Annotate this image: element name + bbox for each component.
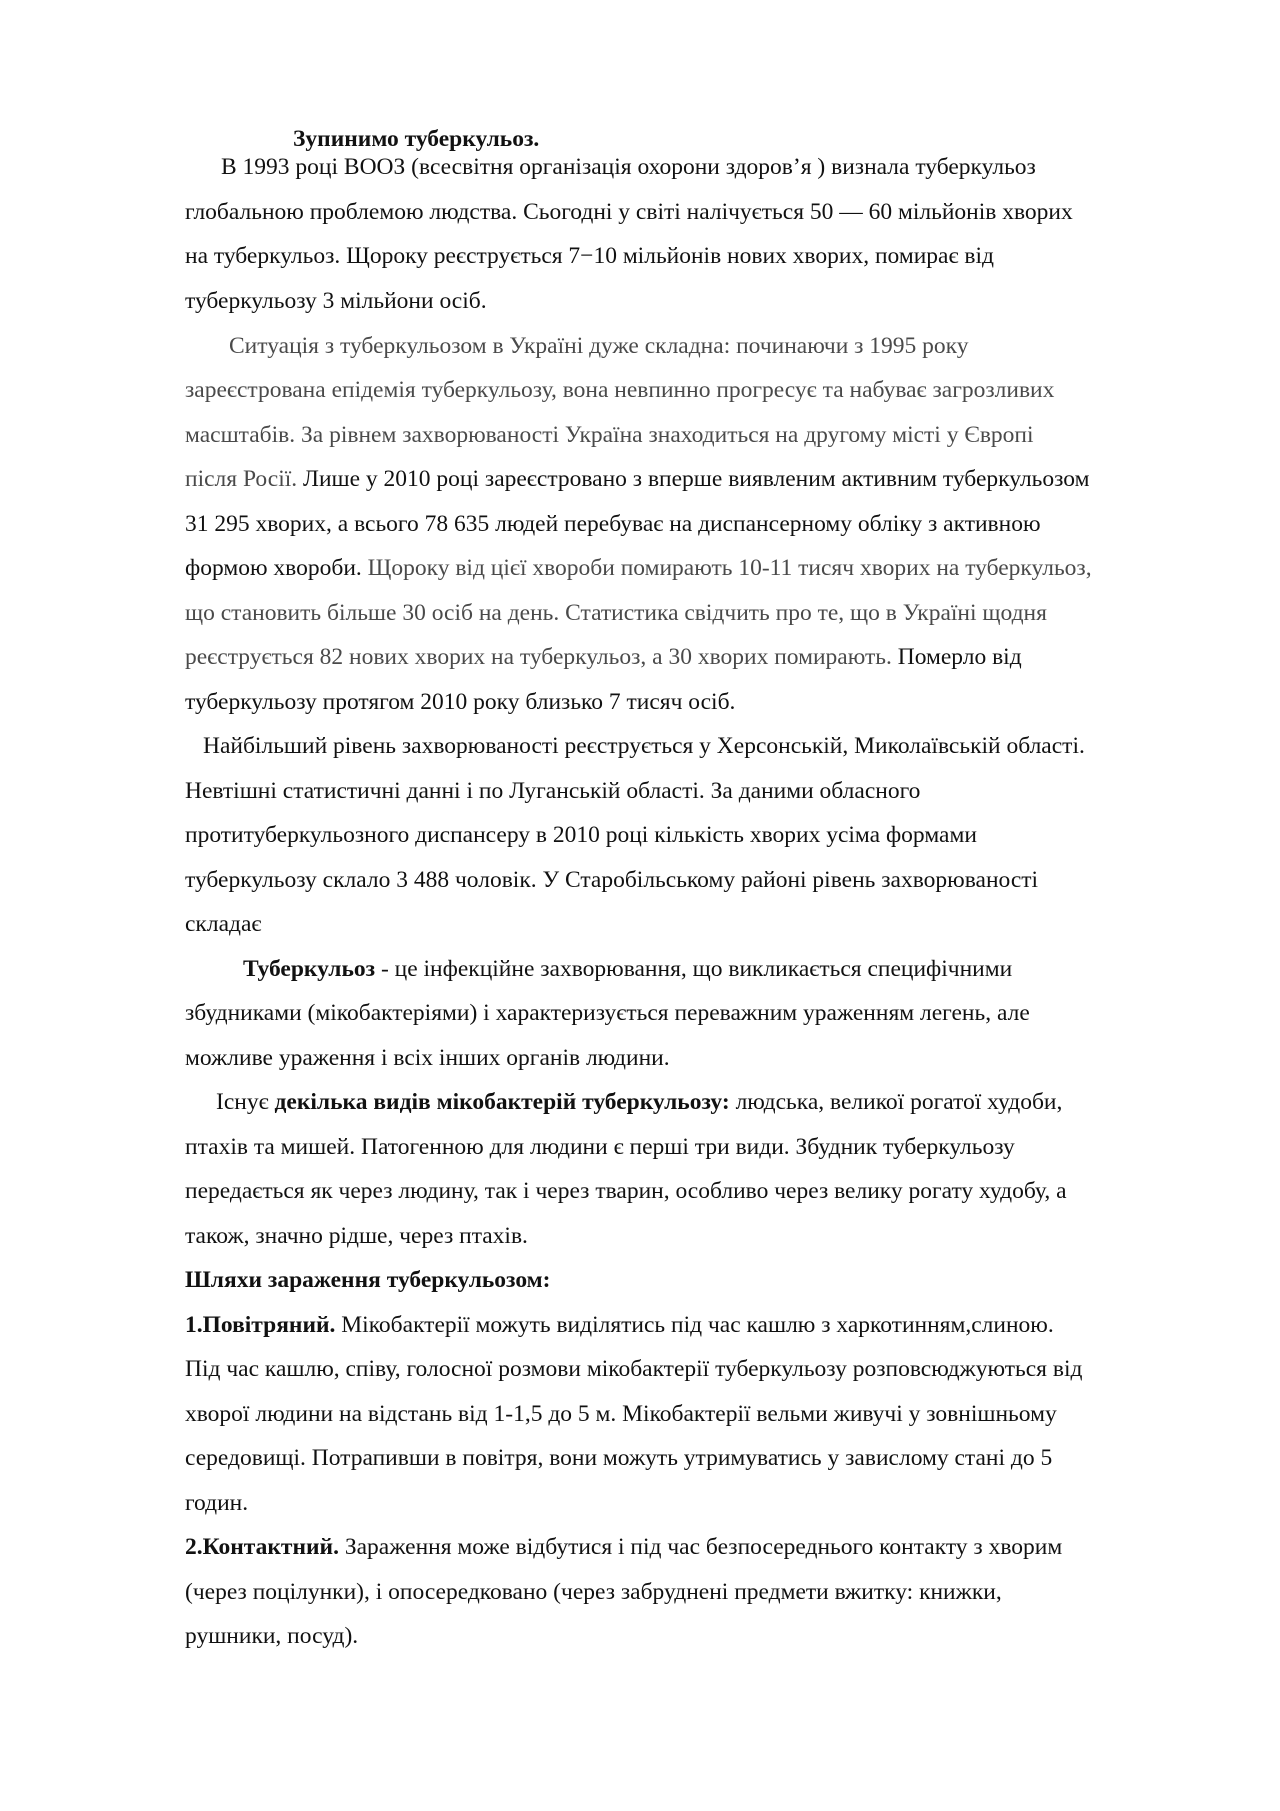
p3-line-3: протитуберкульозного диспансеру в 2010 році кількість хворих усіма формами <box>185 822 977 848</box>
p5-line-1-part-c: людська, великої рогатої худоби, <box>729 1089 1063 1115</box>
p5-line-1-bold: декілька видів мікобактерій туберкульозу: <box>274 1089 730 1115</box>
p2-line-6 <box>185 553 1092 583</box>
p4-term: Туберкульоз <box>243 956 376 982</box>
p2-line-8 <box>185 642 1022 672</box>
p1-line-4: туберкульозу 3 мільйони осіб. <box>185 288 487 314</box>
route1-line-1-text: Мікобактерії можуть виділятись під час кашлю з харкотинням,слиною. <box>335 1312 1054 1338</box>
route2-line-1 <box>185 1532 1062 1562</box>
route1-line-5: годин. <box>185 1490 249 1516</box>
p5-line-1 <box>216 1087 1062 1117</box>
p1-line-1: В 1993 році ВООЗ (всесвітня організація охорони здоров’я ) визнала туберкульоз <box>221 154 1036 180</box>
route1-line-2: Під час кашлю, співу, голосної розмови мікобактерії туберкульозу розповсюджуються від <box>185 1356 1083 1382</box>
route1-label: 1.Повітряний. <box>185 1312 336 1338</box>
p2-line-6-part-a: формою хвороби. <box>185 555 362 581</box>
p5-line-2: птахів та мишей. Патогенною для людини є перші три види. Збудник туберкульозу <box>185 1134 1015 1160</box>
p2-line-4-part-a: після Росії. <box>185 466 298 492</box>
route2-line-3: рушники, посуд). <box>185 1623 359 1649</box>
route1-line-1 <box>185 1310 1054 1340</box>
p3-line-1: Найбільший рівень захворюваності реєструється у Херсонській, Миколаївській області. <box>203 733 1085 759</box>
p4-line-2: збудниками (мікобактеріями) і характеризується переважним ураженням легень, але <box>185 1000 1030 1026</box>
p2-line-1: Ситуація з туберкульозом в Україні дуже складна: починаючи з 1995 року <box>229 333 969 359</box>
p2-line-2: зареєстрована епідемія туберкульозу, вона невпинно прогресує та набуває загрозливих <box>185 377 1055 403</box>
p2-line-6-part-b: Щороку від цієї хвороби помирають 10-11 тисяч хворих на туберкульоз, <box>361 555 1092 581</box>
p4-line-1 <box>243 954 1012 984</box>
p4-line-1-text: - це інфекційне захворювання, що викликається специфічними <box>375 956 1013 982</box>
p5-line-1-part-a: Існує <box>216 1089 275 1115</box>
page-title: Зупинимо туберкульоз. <box>293 126 540 152</box>
route1-line-3: хворої людини на відстань від 1-1,5 до 5 м. Мікобактерії вельми живучі у зовнішньому <box>185 1401 1057 1427</box>
p2-line-9: туберкульозу протягом 2010 року близько 7 тисяч осіб. <box>185 689 736 715</box>
p3-line-4: туберкульозу склало 3 488 чоловік. У Старобільському районі рівень захворюваності <box>185 867 1039 893</box>
p3-line-2: Невтішні статистичні данні і по Луганській області. За даними обласного <box>185 778 921 804</box>
p4-line-3: можливе ураження і всіх інших органів людини. <box>185 1045 670 1071</box>
p2-line-8-part-a: реєструється 82 нових хворих на туберкульоз, а 30 хворих помирають. <box>185 644 892 670</box>
p2-line-8-part-b: Померло від <box>891 644 1022 670</box>
p2-line-3: масштабів. За рівнем захворюваності Україна знаходиться на другому місті у Європі <box>185 422 1034 448</box>
p3-line-5: складає <box>185 911 262 937</box>
p2-line-4 <box>185 464 1089 494</box>
p2-line-4-part-b: Лише у 2010 році зареєстровано з вперше виявленим активним туберкульозом <box>297 466 1090 492</box>
p2-line-7: що становить більше 30 осіб на день. Статистика свідчить про те, що в Україні щодня <box>185 600 1047 626</box>
routes-heading: Шляхи зараження туберкульозом: <box>185 1267 551 1293</box>
route2-label: 2.Контактний. <box>185 1534 339 1560</box>
route2-line-1-text: Зараження може відбутися і під час безпосереднього контакту з хворим <box>338 1534 1063 1560</box>
route2-line-2: (через поцілунки), і опосередковано (через забруднені предмети вжитку: книжки, <box>185 1579 1002 1605</box>
p5-line-4: також, значно рідше, через птахів. <box>185 1223 528 1249</box>
p1-line-3: на туберкульоз. Щороку реєструється 7−10 мільйонів нових хворих, помирає від <box>185 243 994 269</box>
p5-line-3: передається як через людину, так і через тварин, особливо через велику рогату худобу, а <box>185 1178 1067 1204</box>
p2-line-5: 31 295 хворих, а всього 78 635 людей перебуває на диспансерному обліку з активною <box>185 511 1041 537</box>
route1-line-4: середовищі. Потрапивши в повітря, вони можуть утримуватись у завислому стані до 5 <box>185 1445 1053 1471</box>
p1-line-2: глобальною проблемою людства. Сьогодні у світі налічується 50 — 60 мільйонів хворих <box>185 199 1073 225</box>
